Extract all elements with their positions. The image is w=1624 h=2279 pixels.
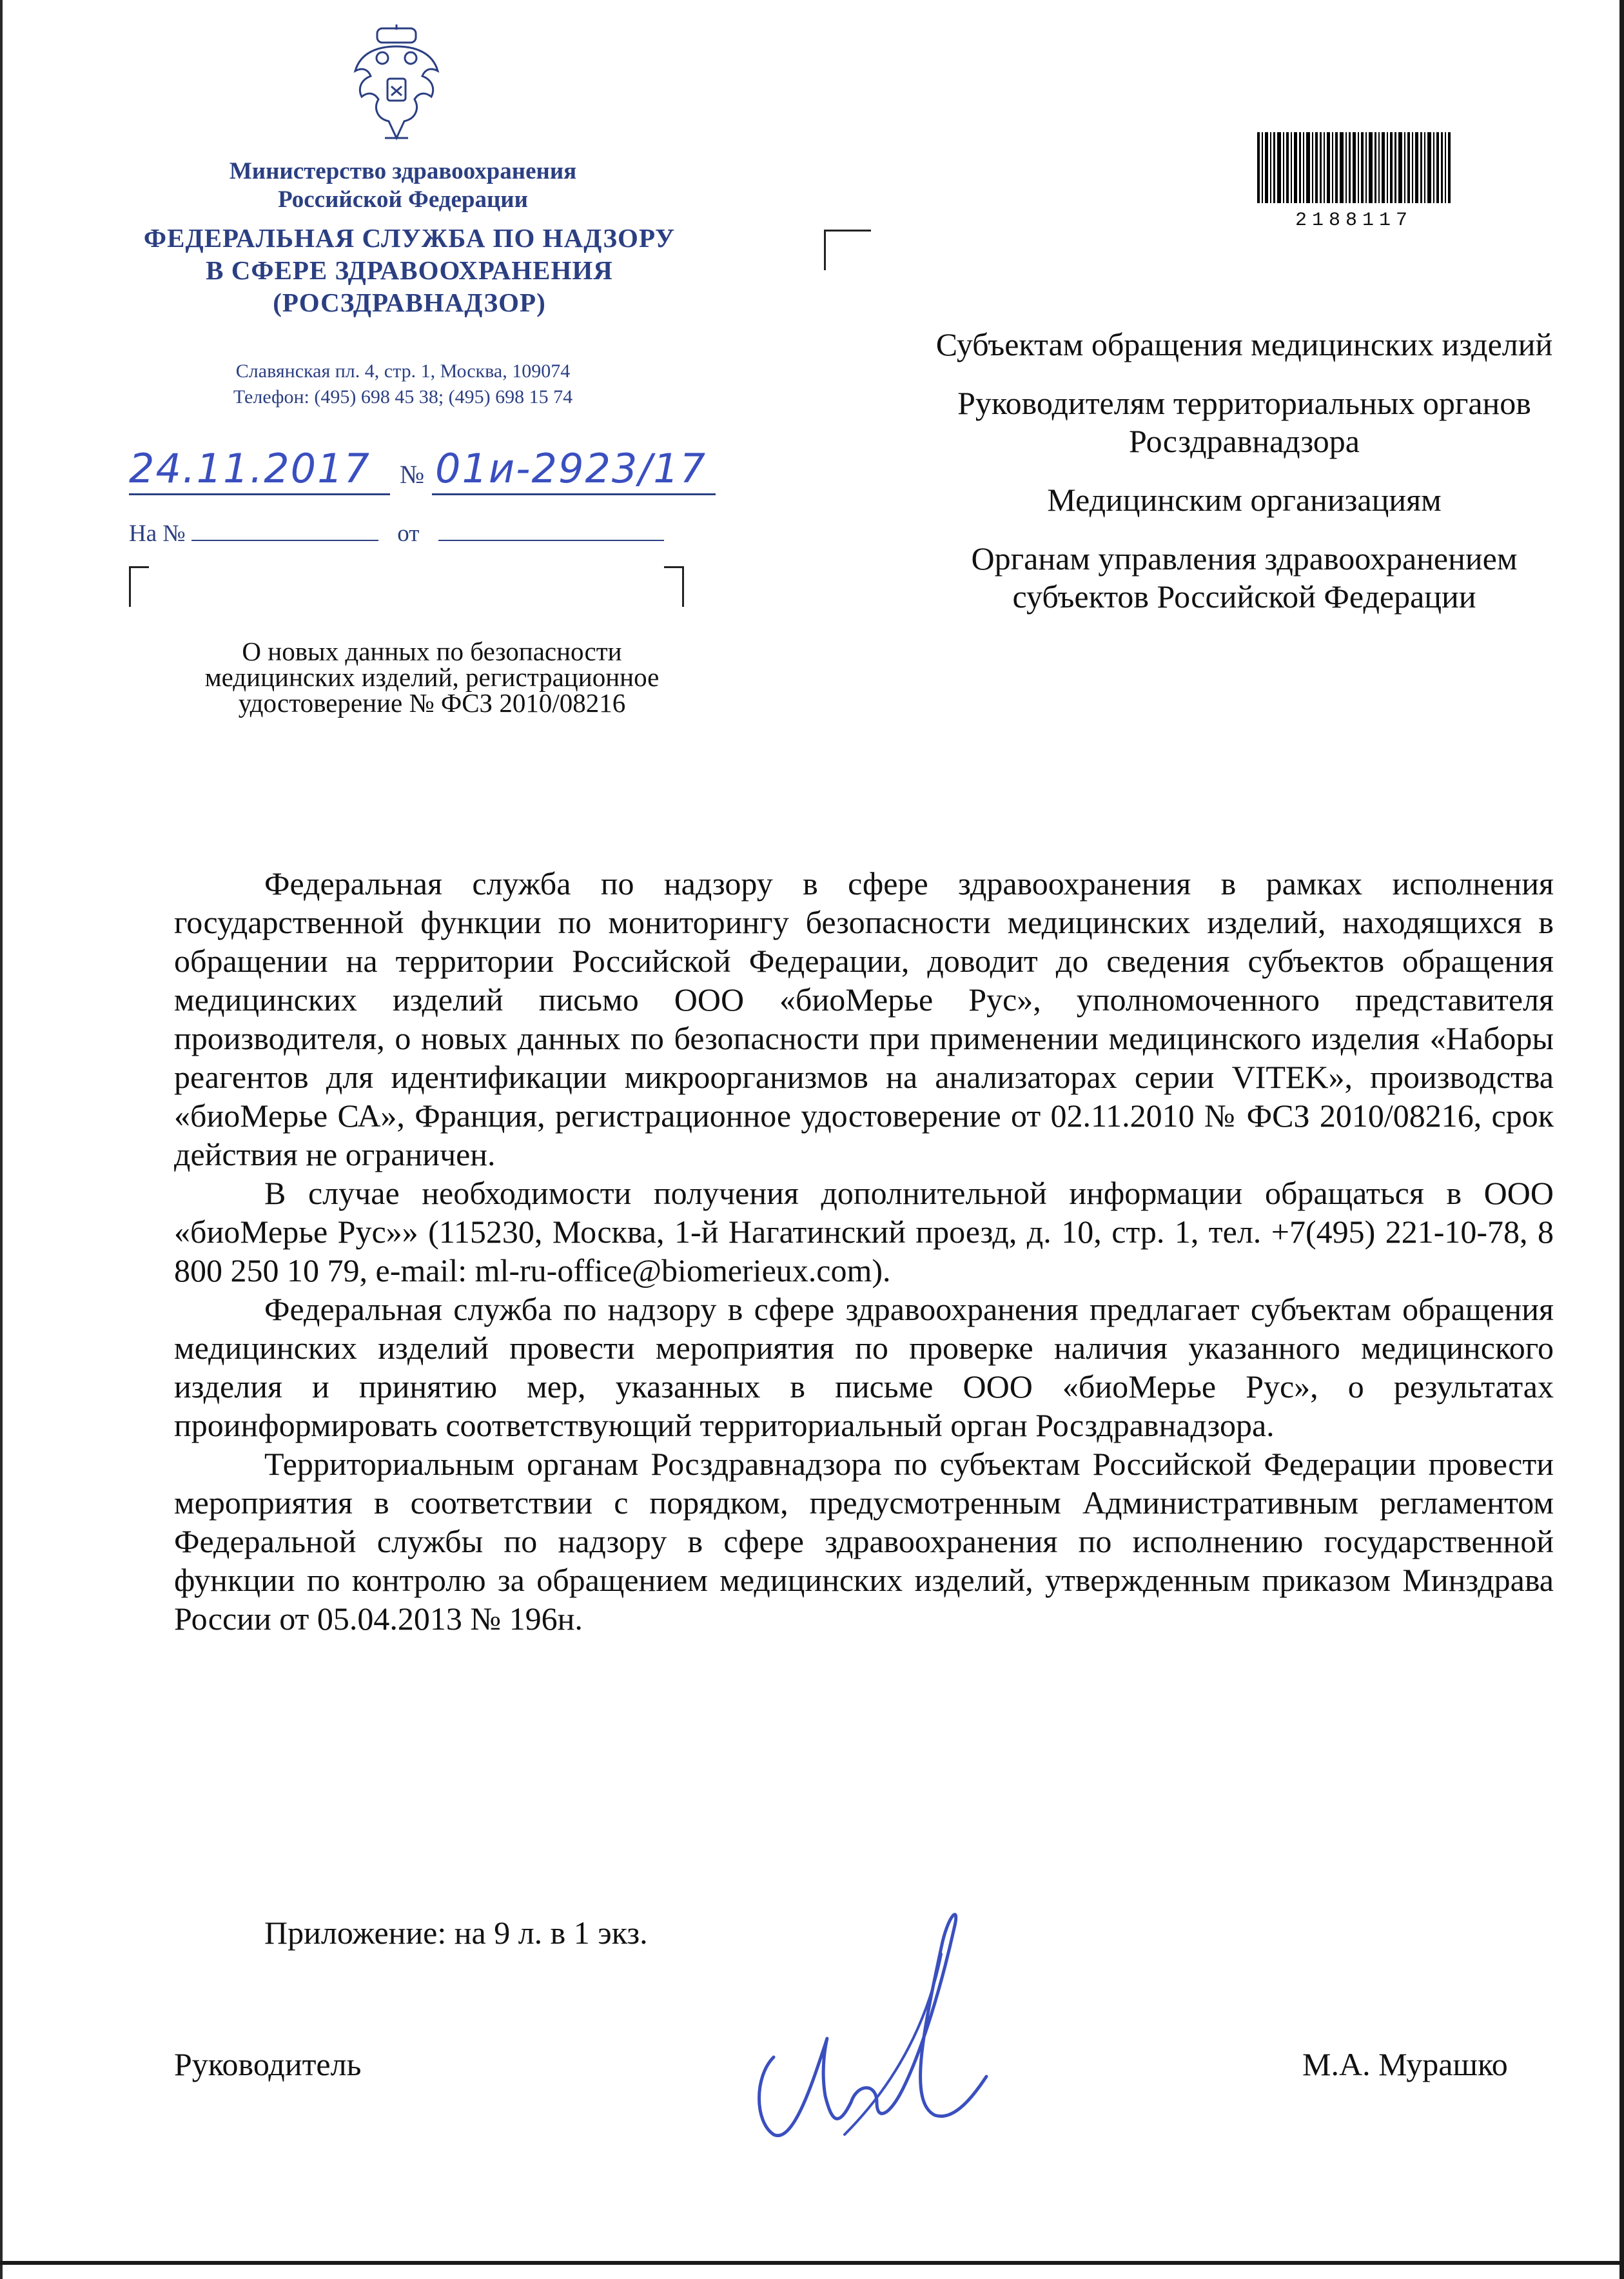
registration-date: 24.11.2017 bbox=[129, 445, 371, 492]
barcode-number: 2188117 bbox=[1295, 210, 1413, 232]
number-underline bbox=[432, 493, 716, 495]
body-paragraph: Федеральная служба по надзору в сфере здравоохранения в рамках исполнения государственной функции по мониторингу безопасности медицинских изделий, находящихся в обращении на территории Российской Федерации, доводит до сведения субъектов обращения медицинских изделий письмо ООО «биоМерье Рус», уполномоченного представителя производителя, о новых данных по безопасности при применении медицинского изделия «Наборы реагентов для идентификации микроорганизмов на анализаторах серии VITEK», производства «биоМерье СА», Франция, регистрационное удостоверение от 02.11.2010 № ФСЗ 2010/08216, срок действия не ограничен. bbox=[174, 865, 1554, 1172]
corner-mark-left bbox=[129, 566, 149, 607]
phone-line: Телефон: (495) 698 45 38; (495) 698 15 74 bbox=[233, 386, 573, 408]
scan-edge-left bbox=[0, 0, 3, 2279]
appendix-note: Приложение: на 9 л. в 1 экз. bbox=[264, 1915, 648, 1951]
service-address bbox=[135, 359, 670, 410]
body-paragraph: В случае необходимости получения дополнительной информации обращаться в ООО «биоМерье Рус»» (115230, Москва, 1-й Нагатинский проезд, д. 10, стр. 1, тел. +7(495) 221-10-78, 8 800 250 10 79, e-mail: ml-ru-office@biomerieux.com). bbox=[174, 1175, 1554, 1288]
handwritten-signature bbox=[729, 1889, 999, 2160]
signer-title: Руководитель bbox=[174, 2046, 362, 2082]
service-abbreviation: (РОСЗДРАВНАДЗОР) bbox=[273, 288, 546, 317]
reference-number-label: На № bbox=[129, 520, 186, 547]
number-label: № bbox=[400, 460, 425, 489]
body-paragraph: Территориальным органам Росздравнадзора по субъектам Российской Федерации провести мероприятия в соответствии с порядком, предусмотренным Административным регламентом Федеральной службы по надзору в сфере здравоохранения по исполнению государственной функции по контролю за обращением медицинских изделий, утвержденным приказом Минздрава России от 05.04.2013 № 196н. bbox=[174, 1446, 1554, 1637]
service-line-1: ФЕДЕРАЛЬНАЯ СЛУЖБА ПО НАДЗОРУ bbox=[143, 223, 676, 253]
scan-edge-bottom bbox=[0, 2261, 1624, 2265]
ministry-name bbox=[193, 157, 612, 214]
addressee-item: Руководителям территориальных органов Росздравнадзора bbox=[957, 385, 1531, 459]
letter-subject: О новых данных по безопасности медицинских изделий, регистрационное удостоверение № ФСЗ 2010/08216 bbox=[204, 636, 660, 718]
addressee-item: Субъектам обращения медицинских изделий bbox=[935, 326, 1553, 362]
reference-number-blank bbox=[191, 522, 378, 541]
date-underline bbox=[129, 493, 390, 495]
ministry-text: Министерство здравоохранения Российской Федерации bbox=[229, 158, 577, 213]
double-headed-eagle-icon bbox=[351, 25, 442, 147]
registration-number: 01и-2923/17 bbox=[435, 445, 707, 492]
address-line: Славянская пл. 4, стр. 1, Москва, 109074 bbox=[235, 360, 571, 382]
barcode-icon bbox=[1257, 132, 1451, 203]
body-paragraph: Федеральная служба по надзору в сфере здравоохранения предлагает субъектам обращения медицинских изделий провести мероприятия по проверке наличия указанного медицинского изделия и принятию мер, указанных в письме ООО «биоМерье Рус», о результатах проинформировать соответствующий территориальный орган Росздравнадзора. bbox=[174, 1291, 1554, 1443]
corner-mark-addressee bbox=[824, 230, 871, 270]
letter-body bbox=[174, 864, 1554, 1638]
addressee-item: Медицинским организациям bbox=[1047, 482, 1442, 518]
addressee-item: Органам управления здравоохранением субъектов Российской Федерации bbox=[971, 540, 1518, 615]
scan-edge-right bbox=[1619, 0, 1624, 2279]
signer-name: М.А. Мурашко bbox=[1302, 2046, 1508, 2082]
service-line-2: В СФЕРЕ ЗДРАВООХРАНЕНИЯ bbox=[206, 255, 613, 285]
service-name bbox=[129, 222, 690, 319]
reference-date-blank bbox=[438, 522, 664, 541]
addressee-block bbox=[915, 326, 1573, 636]
reference-row bbox=[129, 520, 664, 548]
reference-date-label: от bbox=[397, 520, 420, 547]
corner-mark-right bbox=[664, 566, 684, 607]
registration-row bbox=[129, 445, 838, 516]
